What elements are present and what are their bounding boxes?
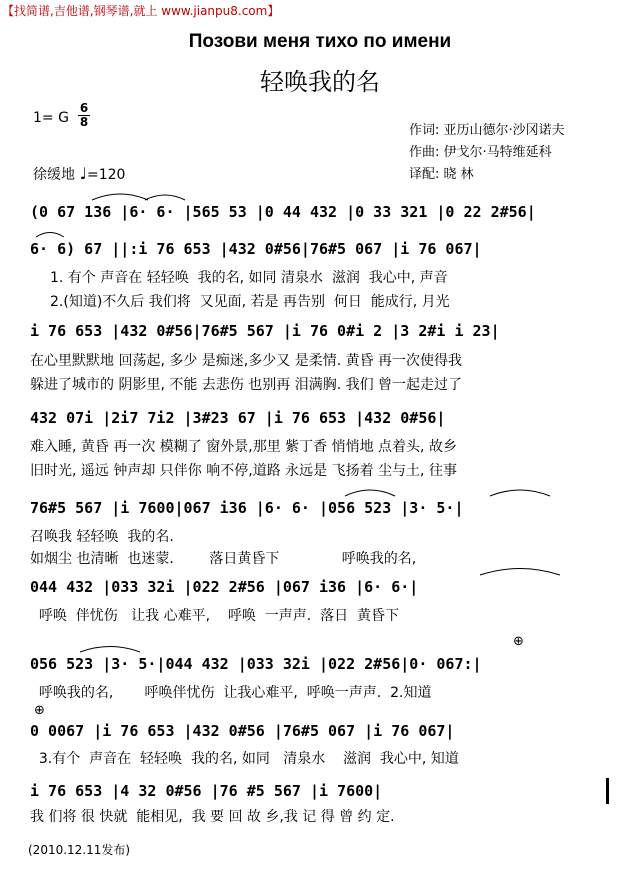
slur-6 [480,569,560,576]
slur-3 [36,233,64,238]
composer-credit: 作曲: 伊戈尔·马特维延科 [409,145,552,160]
key-signature: 1= G [33,110,69,126]
quarter-note-icon: ♩ [79,164,87,183]
time-signature-bottom: 8 [79,115,89,129]
tempo-bpm: =120 [87,167,126,183]
time-signature-top: 6 [79,101,89,115]
lyric-row-3-verse-1: 在心里默默地 回荡起, 多少 是痴迷,多少又 是柔情. 黄昏 再一次使得我 [30,353,463,369]
slur-5 [490,490,550,496]
coda-icon: ⊕ [513,634,524,649]
lyric-row-8: 3.有个 声音在 轻轻唤 我的名, 如同 清泉水 滋润 我心中, 知道 [30,751,459,767]
slur-1 [92,194,148,200]
tempo-word: 徐缓地 [33,167,75,183]
notation-row-2: 6· 6) 67 ||:i 76 653 |432 0#56|76#5 067 |i 76 067| [30,240,482,258]
notation-row-6: 044 432 |033 32i |022 2#56 |067 i36 |6· 6·| [30,578,419,596]
lyric-row-4-verse-1: 难入睡, 黄昏 再一次 模糊了 窗外景,那里 紫丁香 悄悄地 点着头, 故乡 [30,439,457,455]
lyric-row-7: 呼唤我的名, 呼唤伴忧伤 让我心难平, 呼唤一声声. 2.知道 [30,685,432,701]
lyric-row-2-verse-1: 1. 有个 声音在 轻轻唤 我的名, 如同 清泉水 滋润 我心中, 声音 [50,270,448,286]
title-chinese: 轻唤我的名 [260,68,380,96]
lyric-row-4-verse-2: 旧时光, 遥远 钟声却 只伴你 响不停,道路 永远是 飞扬着 尘与土, 往事 [30,463,457,479]
notation-row-3: i 76 653 |432 0#56|76#5 567 |i 76 0#i 2 |3 2#i i 23| [30,322,500,340]
lyric-row-9: 我 们将 很 快就 能相见, 我 要 回 故 乡,我 记 得 曾 约 定. [30,809,395,825]
slur-2 [145,195,185,200]
lyric-row-3-verse-2: 躲进了城市的 阴影里, 不能 去悲伤 也别再 泪满胸. 我们 曾一起走过了 [30,377,463,393]
title-russian: Позови меня тихо по имени [188,31,452,52]
slur-7 [80,647,140,653]
lyric-row-5-verse-1: 召唤我 轻轻唤 我的名. [30,529,174,545]
coda-icon-2: ⊕ [34,703,45,718]
notation-row-5: 76#5 567 |i 7600|067 i36 |6· 6· |056 523 |3· 5·| [30,499,464,517]
lyric-row-5-verse-2: 如烟尘 也清晰 也迷蒙. 落日黄昏下 呼唤我的名, [30,551,417,567]
notation-row-9: i 76 653 |4 32 0#56 |76 #5 567 |i 7600| [30,782,383,800]
notation-row-8: 0 0067 |i 76 653 |432 0#56 |76#5 067 |i 76 067| [30,722,455,740]
release-date: (2010.12.11发布) [28,843,131,857]
slur-4 [345,490,395,496]
notation-row-4: 432 07i |2i7 7i2 |3#23 67 |i 76 653 |432 0#56| [30,409,446,427]
banner-text: 【找简谱,吉他谱,钢琴谱,就上 www.jianpu8.com】 [2,4,280,18]
lyric-row-6: 呼唤 伴忧伤 让我 心难平, 呼唤 一声声. 落日 黄昏下 [30,608,400,624]
translator-credit: 译配: 晓 林 [409,167,474,182]
lyricist-credit: 作词: 亚历山德尔·沙冈诺夫 [409,123,565,138]
lyric-row-2-verse-2: 2.(知道)不久后 我们将 又见面, 若是 再告别 何日 能成行, 月光 [50,294,450,310]
notation-row-1: (0 67 136 |6· 6· |565 53 |0 44 432 |0 33 321 |0 22 2#56| [30,203,536,221]
notation-row-7: 056 523 |3· 5·|044 432 |033 32i |022 2#56|0· 067:| [30,655,482,673]
